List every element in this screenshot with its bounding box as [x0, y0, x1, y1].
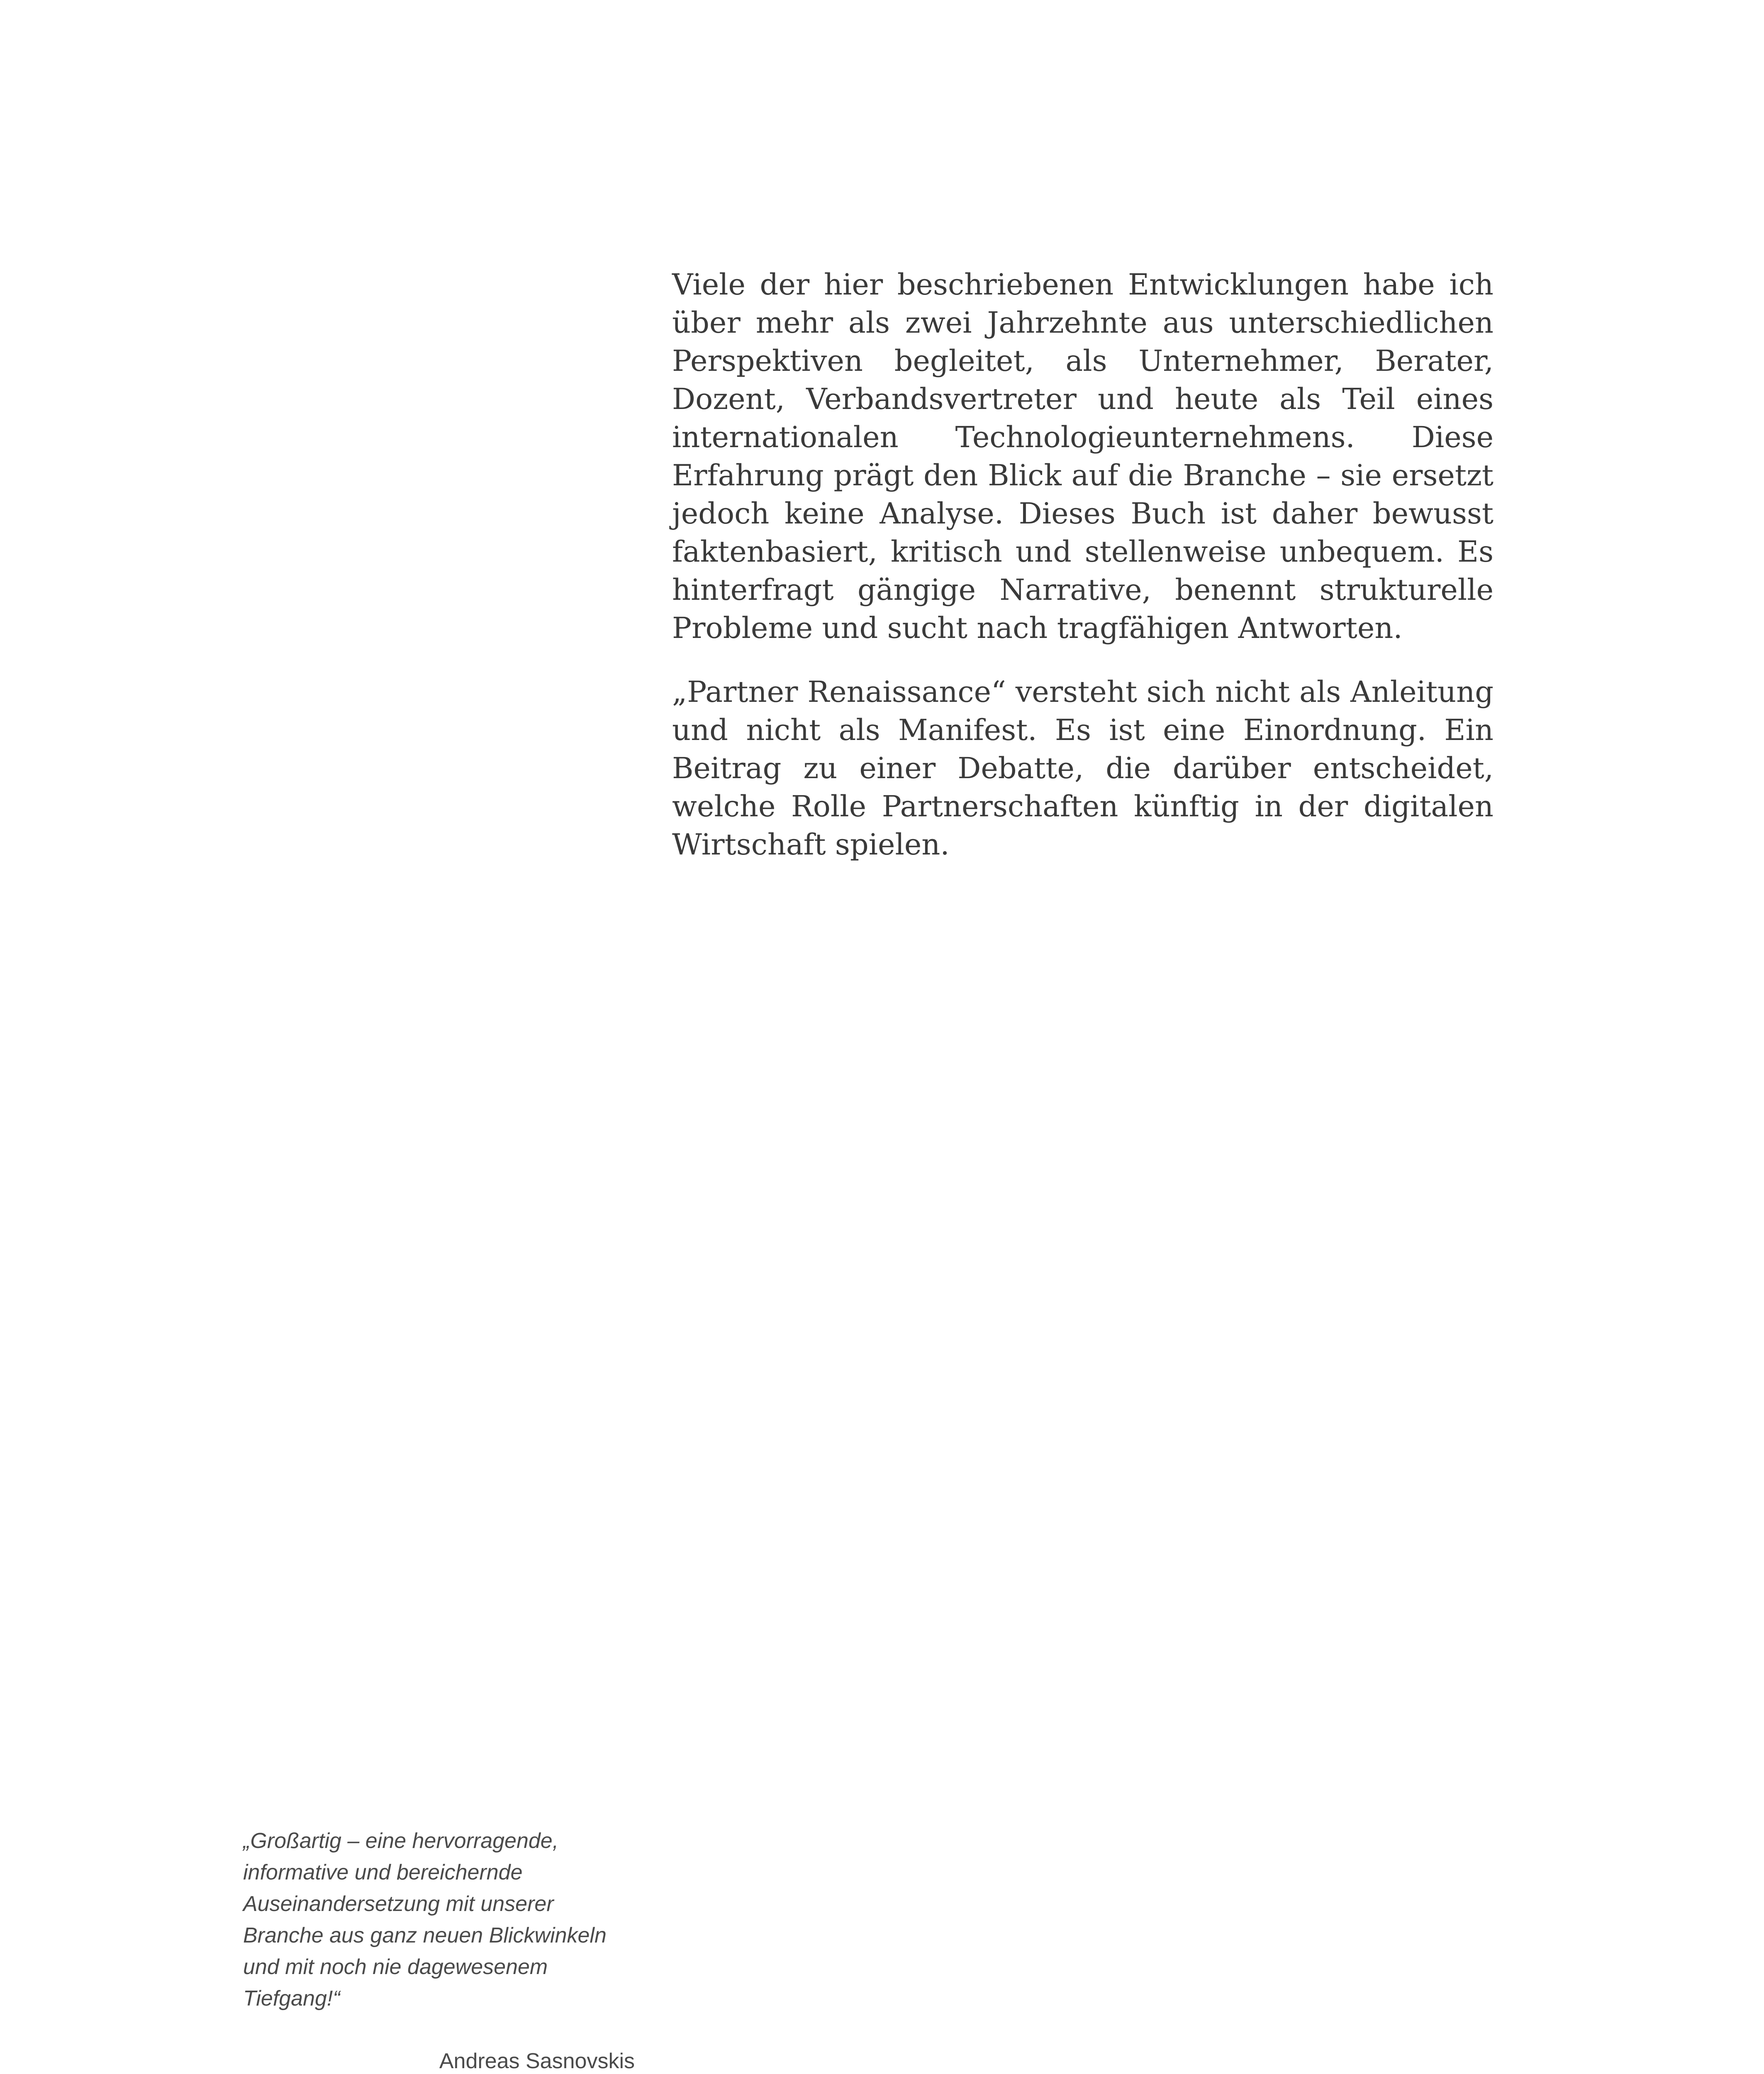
testimonial-attribution: [243, 2046, 635, 2074]
body-text: [672, 265, 1494, 889]
testimonial: [243, 1825, 635, 2074]
testimonial-quote: „Großartig – eine hervorragende, informative und bereichernde Auseinandersetzung mit unserer Branche aus ganz neuen Blickwinkeln und mit noch nie dagewesenem Tiefgang!“: [243, 1829, 607, 2011]
body-paragraph-2: „Partner Renaissance“ versteht sich nicht als Anleitung und nicht als Manifest. Es ist eine Einordnung. Ein Beitrag zu einer Debatte, die darüber entscheidet, welche Rolle Partnerschaften künftig in der digitalen Wirtschaft spielen.: [672, 675, 1494, 862]
body-paragraph-1: Viele der hier beschriebenen Entwicklungen habe ich über mehr als zwei Jahrzehnte aus unterschiedlichen Perspektiven begleitet, als Unternehmer, Berater, Dozent, Verbandsvertreter und heute als Teil eines internationalen Technologieunternehmens. Diese Erfahrung prägt den Blick auf die Branche – sie ersetzt jedoch keine Analyse. Dieses Buch ist daher bewusst faktenbasiert, kritisch und stellenweise unbequem. Es hinterfragt gängige Narrative, benennt strukturelle Probleme und sucht nach tragfähigen Antworten.: [672, 268, 1494, 645]
testimonial-author: Andreas Sasnovskis: [439, 2049, 635, 2073]
